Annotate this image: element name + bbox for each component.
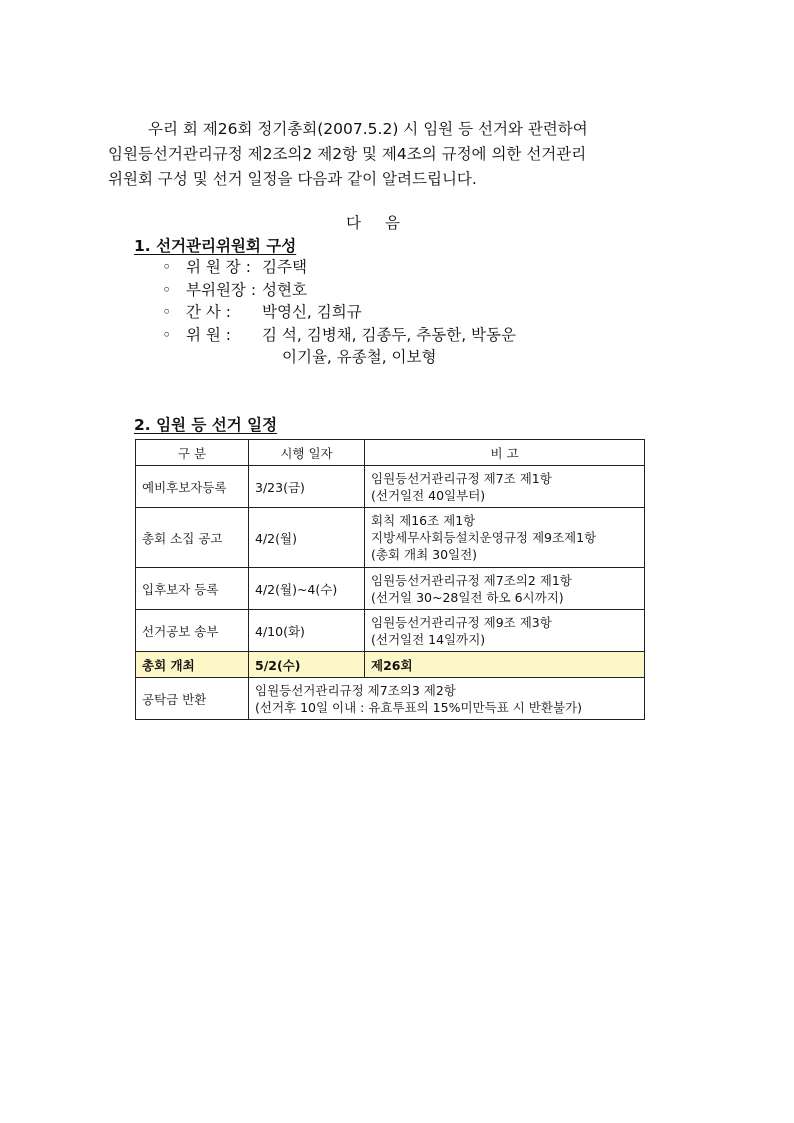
note-line: 임원등선거관리규정 제7조 제1항 xyxy=(371,470,552,486)
cell-notes xyxy=(365,466,645,508)
cell-date: 5/2(수) xyxy=(249,652,365,678)
member-row-vice-chair xyxy=(162,279,516,302)
notice-heading: 다음 xyxy=(346,214,424,232)
member-row-members xyxy=(162,324,516,347)
header-category: 구 분 xyxy=(136,440,249,466)
table-row xyxy=(136,508,645,568)
election-schedule-table xyxy=(135,439,645,720)
note-line: (선거일전 14일까지) xyxy=(371,631,486,647)
section-1-title: 1. 선거관리위원회 구성 xyxy=(134,237,297,255)
cell-date: 4/2(월) xyxy=(249,508,365,568)
note-line: (선거후 10일 이내 : 유효투표의 15%미만득표 시 반환불가) xyxy=(255,699,582,715)
note-line: 임원등선거관리규정 제7조의2 제1항 xyxy=(371,572,572,588)
intro-paragraph xyxy=(108,117,688,192)
table-row-highlighted xyxy=(136,652,645,678)
intro-line-3: 위원회 구성 및 선거 일정을 다음과 같이 알려드립니다. xyxy=(108,170,477,188)
cell-notes xyxy=(365,508,645,568)
member-names: 성현호 xyxy=(262,280,307,299)
header-date: 시행 일자 xyxy=(249,440,365,466)
cell-category: 입후보자 등록 xyxy=(136,568,249,610)
note-line: (총회 개최 30일전) xyxy=(371,547,478,562)
cell-date: 3/23(금) xyxy=(249,466,365,508)
member-role: 위 원 장 : xyxy=(186,258,251,276)
committee-member-list xyxy=(162,256,516,369)
intro-line-1: 우리 회 제26회 정기총회(2007.5.2) 시 임원 등 선거와 관련하여 xyxy=(148,120,588,138)
cell-notes xyxy=(365,568,645,610)
bullet-icon: ◦ xyxy=(162,303,172,321)
member-names: 박영신, 김희규 xyxy=(262,303,362,321)
member-names: 김주택 xyxy=(262,258,307,276)
cell-date: 4/2(월)~4(수) xyxy=(249,568,365,610)
cell-notes: 제26회 xyxy=(365,652,645,678)
note-line: 회칙 제16조 제1항 xyxy=(371,513,476,528)
member-names: 김 석, 김병채, 김종두, 추동한, 박동운 xyxy=(262,325,516,344)
bullet-icon: ◦ xyxy=(162,280,172,299)
cell-category: 예비후보자등록 xyxy=(136,466,249,508)
intro-line-2: 임원등선거관리규정 제2조의2 제2항 및 제4조의 규정에 의한 선거관리 xyxy=(108,145,587,163)
member-role: 위 원 : xyxy=(186,325,232,344)
member-row-secretary xyxy=(162,301,516,324)
cell-notes xyxy=(365,610,645,652)
table-row xyxy=(136,568,645,610)
table-row xyxy=(136,678,645,720)
section-2-title: 2. 임원 등 선거 일정 xyxy=(134,416,278,434)
table-row xyxy=(136,466,645,508)
bullet-icon: ◦ xyxy=(162,325,172,344)
note-line: 임원등선거관리규정 제9조 제3항 xyxy=(371,614,552,630)
note-line: (선거일전 40일부터) xyxy=(371,487,486,503)
bullet-icon: ◦ xyxy=(162,258,172,276)
table-row xyxy=(136,610,645,652)
cell-category: 공탁금 반환 xyxy=(136,678,249,720)
cell-category: 총회 소집 공고 xyxy=(136,508,249,568)
member-role: 간 사 : xyxy=(186,303,232,321)
note-line: 지방세무사회등설치운영규정 제9조제1항 xyxy=(371,530,597,545)
note-line: 임원등선거관리규정 제7조의3 제2항 xyxy=(255,682,456,698)
header-notes: 비 고 xyxy=(365,440,645,466)
cell-date: 4/10(화) xyxy=(249,610,365,652)
member-role: 부위원장 : xyxy=(186,280,257,299)
table-header-row xyxy=(136,440,645,466)
note-line: (선거일 30~28일전 하오 6시까지) xyxy=(371,589,564,605)
cell-notes xyxy=(249,678,645,720)
cell-category: 선거공보 송부 xyxy=(136,610,249,652)
member-names-continuation: 이기율, 유종철, 이보형 xyxy=(282,348,437,366)
member-row-chair xyxy=(162,256,516,279)
cell-category: 총회 개최 xyxy=(136,652,249,678)
